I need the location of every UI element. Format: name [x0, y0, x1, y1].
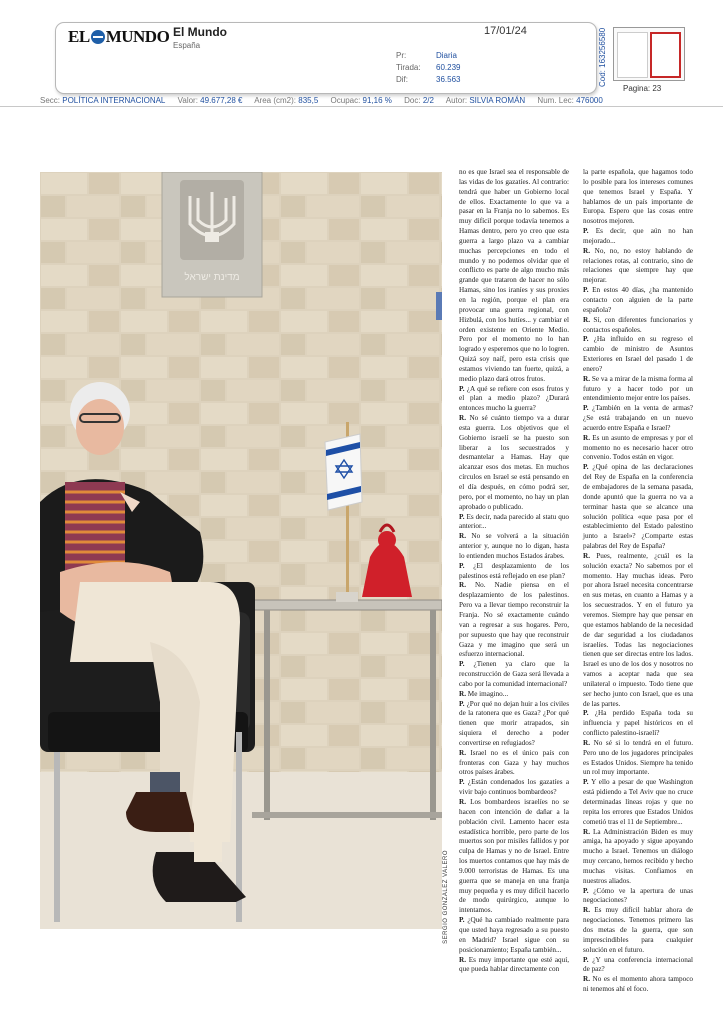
paragraph-text: Y ello a pesar de que Washington está pidiendo a Tel Aviv que no cruce determinadas líneas rojas y que no repita los errores que Estados Unidos cometió tras el 11 de Septiembre...: [583, 778, 694, 826]
dif-value: 36.563: [436, 75, 461, 84]
speaker-marker: R.: [583, 906, 590, 915]
paragraph-text: Israel no es el único país con fronteras con Gaza y hay muchos otros países árabes.: [459, 748, 570, 777]
valor-label: Valor:: [177, 96, 198, 105]
article-paragraph: [583, 887, 693, 907]
paragraph-text: No es el momento ahora tampoco ni tenemos ahí el foco.: [583, 975, 693, 994]
paragraph-text: No, no, no estoy hablando de relaciones rotas, al contrario, sino de relaciones que siempre hay que mejorar.: [583, 246, 693, 285]
logo-text-left: EL: [68, 27, 90, 46]
paragraph-text: ¿Están condenados los gazatíes a vivir bajo continuos bombardeos?: [459, 778, 570, 797]
paragraph-text: ¿Ha perdido España toda su influencia y papel históricos en el conflicto palestino-israelí?: [583, 709, 693, 738]
globe-icon: [91, 30, 105, 44]
paragraph-text: Los bombardeos israelíes no se hacen con intención de dañar a la población civil. Lamento hacer esta estadística horrible, pero parte de los muertos son por misiles fallidos y por culpa de Hamas y no de Israel. Entre los muertos contamos que hay más de 9.000 terroristas de Hamas. Es una guerra que se maneja en una franja muy pequeña y es muy difícil hacerlo de modo quirúrgico, aunque lo intentamos.: [459, 798, 570, 915]
article-paragraph: [583, 316, 693, 336]
el-mundo-logo: [68, 27, 169, 47]
paragraph-text: Pues, realmente, ¿cuál es la solución exacta? No sabemos por el momento. Hay muchas ideas. Pero por ahora Israel necesita concentrarse en sus metas, en cuanto a Hamas y a los secuestrados. Y en el futuro ya veremos. Siempre hay que pensar en que estamos hablando de la necesidad de dar seguridad a los ciudadanos israelíes. Todas las negociaciones tienen que ser directas entre los lados. Israel es uno de los dos y nosotros no vamos a aceptar nada que sea unilateral o impuesto. Todo tiene que ser hecho junto con Israel, que es una de las partes.: [583, 551, 693, 708]
article-paragraph: [583, 828, 693, 887]
paragraph-text: Es muy difícil hablar ahora de negociaciones. Tenemos primero las dos metas de la guerra, que son imprescindibles para cualquier solución en el futuro.: [583, 906, 694, 954]
article-paragraph: [459, 700, 569, 749]
paragraph-text: Me imagino...: [467, 689, 509, 698]
speaker-marker: P.: [583, 778, 589, 787]
article-column-1: [459, 168, 569, 975]
article-paragraph: [459, 385, 569, 415]
article-paragraph: [583, 463, 693, 552]
speaker-marker: P.: [583, 955, 589, 964]
dif-label: Dif:: [396, 75, 408, 84]
page-number: Pagina: 23: [623, 84, 662, 93]
pr-label: Pr:: [396, 51, 407, 60]
article-paragraph: [583, 709, 693, 739]
section-info-line: [40, 96, 690, 105]
speaker-marker: P.: [583, 709, 589, 718]
speaker-marker: R.: [583, 374, 590, 383]
paragraph-text: No sé si lo tendrá en el futuro. Pero uno de los jugadores principales es Estados Unidos. Siempre ha tenido un rol muy importante.: [583, 738, 694, 777]
article-paragraph: [583, 906, 693, 955]
article-paragraph: [459, 562, 569, 582]
speaker-marker: P.: [583, 335, 589, 344]
paragraph-text: Es decir, nada parecido al statu quo anterior...: [459, 512, 569, 531]
article-paragraph: [583, 335, 693, 374]
thumbnail-page-right-selected: [650, 32, 681, 78]
paragraph-text: ¿El desplazamiento de los palestinos está reflejado en ese plan?: [459, 561, 569, 580]
speaker-marker: P.: [583, 886, 589, 895]
article-paragraph: [583, 375, 693, 405]
ocupac-value: 91,16 %: [362, 96, 392, 105]
speaker-marker: R.: [583, 827, 590, 836]
paragraph-text: Es decir, que aún no han mejorado...: [583, 227, 693, 245]
speaker-marker: P.: [459, 778, 465, 787]
speaker-marker: P.: [583, 463, 589, 472]
paragraph-text: ¿Qué opina de las declaraciones del Rey de España en la conferencia de embajadores de la semana pasada, donde apuntó que la guerra no va a terminar hasta que se alcance una solución política «que pasa por el establecimiento del Estado palestino junto a Israel»? ¿Comparte estas palabras del Rey de España?: [583, 463, 693, 551]
secc-value: POLÍTICA INTERNACIONAL: [62, 96, 166, 105]
paragraph-text: No se volverá a la situación anterior y, aunque no lo digan, hasta lo entienden muchos Estados árabes.: [459, 532, 569, 560]
speaker-marker: R.: [459, 955, 466, 964]
speaker-marker: P.: [459, 384, 465, 393]
numlec-label: Num. Lec:: [537, 96, 574, 105]
article-paragraph: [459, 581, 569, 660]
article-column-2: [583, 168, 693, 995]
speaker-marker: P.: [583, 286, 589, 295]
ocupac-label: Ocupac:: [330, 96, 361, 105]
article-paragraph: [459, 168, 569, 385]
paragraph-text: ¿También en la venta de armas? ¿Se está trabajando en un nuevo acuerdo entre España e Israel?: [583, 404, 693, 432]
area-value: 835,5: [298, 96, 319, 105]
speaker-marker: P.: [459, 660, 465, 669]
speaker-marker: R.: [583, 738, 590, 747]
speaker-marker: R.: [583, 433, 590, 442]
paragraph-text: Es muy importante que esté aquí, que pueda hablar directamente con: [459, 955, 570, 974]
article-paragraph: [583, 975, 693, 995]
article-paragraph: [459, 956, 569, 976]
paragraph-text: ¿Cómo ve la apertura de unas negociaciones?: [583, 886, 694, 905]
article-paragraph: [459, 778, 569, 798]
speaker-marker: P.: [459, 699, 465, 708]
paragraph-text: no es que Israel sea el responsable de las vidas de los gazatíes. Al contrario: tendrá que haber un Gobierno local de ellos. Exactamente lo que va a pasar en la Franja no lo sabemos. Es muy difícil porque todavía tenemos a Hamas dentro, pero yo creo que esta guerra a largo plazo va a cambiar muchas percepciones en todo el mundo y no podemos olvidar que el conflicto es parte de algo mucho más grande que trataron de hacer no sólo Hamas, sino los iraníes y sus proxies en la región, porque el plan era provocar una guerra regional, con Hizbulá, con los hutíes... y cambiar el orden existente en Oriente Medio. Pero por el momento no lo han logrado y esperemos que no lo logren. Quizá soy naíf, pero esta crisis que estamos viviendo tan fuerte, quizá, a medio plazo dará otros frutos.: [459, 168, 569, 383]
publication-date: 17/01/24: [484, 25, 527, 37]
paragraph-text: ¿A qué se refiere con esos frutos y el plan a medio plazo? ¿Durará entonces mucho la guerra?: [459, 384, 569, 413]
speaker-marker: P.: [583, 404, 589, 413]
paragraph-text: ¿Ha influido en su regreso el cambio de ministro de Asuntos Exteriores en Israel del pasado 1 de enero?: [583, 335, 693, 373]
paragraph-text: Sí, con diferentes funcionarios y contactos españoles.: [583, 315, 694, 334]
article-paragraph: [583, 168, 693, 227]
interview-photo: [40, 172, 442, 929]
autor-label: Autor:: [445, 96, 468, 105]
paragraph-text: la parte española, que hagamos todo lo posible para los intereses comunes que tenemos Israel y España. Y hablamos de un país importante de Europa. Espero que las cosas entre nosotros mejoren.: [583, 168, 693, 226]
speaker-marker: R.: [459, 748, 466, 757]
article-paragraph: [459, 690, 569, 700]
tirada-label: Tirada:: [396, 63, 421, 72]
paragraph-text: ¿Tienen ya claro que la reconstrucción de Gaza será llevada a cabo por la comunidad internacional?: [459, 660, 570, 688]
paragraph-text: La Administración Biden es muy amiga, ha apoyado y sigue apoyando mucho a Israel. Tenemos un diálogo muy cercano, hemos recibido y hecho muchas visitas. Confiamos en nuestros aliados.: [583, 827, 693, 885]
secc-label: Secc:: [40, 96, 61, 105]
paragraph-text: En estos 40 días, ¿ha mantenido contacto con alguien de la parte española?: [583, 286, 693, 314]
article-paragraph: [583, 956, 693, 976]
speaker-marker: R.: [459, 414, 466, 423]
paragraph-text: ¿Por qué no dejan huir a los civiles de la ratonera que es Gaza? ¿Por qué tienen que morir atrapados, sin siquiera el derecho a poder convertirse en refugiados?: [459, 699, 569, 747]
paragraph-text: ¿Qué ha cambiado realmente para que usted haya regresado a su puesto en Madrid? Israel sigue con su posicionamiento; España también...: [459, 916, 570, 954]
doc-label: Doc:: [404, 96, 421, 105]
paragraph-text: Es un asunto de empresas y por el momento no es necesario hacer otro convenio. Todos están en vigor.: [583, 433, 694, 462]
speaker-marker: R.: [459, 798, 466, 806]
clipping-code: Cod: 163256580: [598, 27, 607, 87]
speaker-marker: P.: [583, 227, 589, 236]
article-paragraph: [459, 660, 569, 690]
article-paragraph: [459, 532, 569, 562]
speaker-marker: R.: [459, 689, 466, 698]
speaker-marker: R.: [459, 532, 466, 541]
header-divider: [0, 106, 723, 107]
article-paragraph: [583, 247, 693, 286]
logo-text-right: MUNDO: [105, 27, 170, 46]
publication-name: El Mundo: [173, 25, 227, 39]
article-paragraph: [459, 513, 569, 533]
speaker-marker: R.: [459, 581, 466, 590]
tirada-value: 60.239: [436, 63, 461, 72]
article-paragraph: [459, 414, 569, 512]
emblem-text: מדינת ישראל: [184, 272, 240, 283]
speaker-marker: R.: [583, 975, 590, 984]
doc-value: 2/2: [422, 96, 434, 105]
photo-credit: SERGIO GONZÁLEZ VALERO: [443, 850, 449, 944]
page-thumbnail[interactable]: [613, 27, 685, 81]
speaker-marker: R.: [583, 246, 590, 255]
thumbnail-page-left: [617, 32, 648, 78]
speaker-marker: P.: [459, 561, 465, 570]
article-paragraph: [583, 434, 693, 464]
speaker-marker: R.: [583, 551, 590, 560]
article-paragraph: [583, 227, 693, 247]
article-paragraph: [459, 916, 569, 955]
paragraph-text: No. Nadie piensa en el desplazamiento de los palestinos. Pero va a llevar tiempo reconstruir la Franja. No sé exactamente cuándo van a regresar a sus hogares. Pero, por supuesto que hay que reconstruir Gaza y me imagino que será un esfuerzo internacional.: [459, 581, 569, 659]
circulation-meta: [396, 50, 460, 86]
article-paragraph: [583, 552, 693, 710]
article-paragraph: [583, 739, 693, 778]
article-paragraph: [459, 798, 569, 916]
article-paragraph: [459, 749, 569, 779]
valor-value: 49.677,28 €: [200, 96, 243, 105]
article-paragraph: [583, 404, 693, 434]
clipping-header: [55, 22, 597, 94]
article-paragraph: [583, 286, 693, 316]
article-paragraph: [583, 778, 693, 827]
speaker-marker: P.: [459, 916, 465, 925]
paragraph-text: ¿Y una conferencia internacional de paz?: [583, 955, 693, 974]
menorah-emblem: [162, 172, 262, 297]
paragraph-text: Se va a mirar de la misma forma al futuro y a hacer todo por un entendimiento mejor entre los países.: [583, 374, 694, 403]
speaker-marker: P.: [459, 512, 465, 521]
numlec-value: 476000: [576, 96, 603, 105]
autor-value: SILVIA ROMÁN: [469, 96, 526, 105]
paragraph-text: No sé cuánto tiempo va a durar esta guerra. Los objetivos que el Gobierno israelí se ha puesto son liberar a los secuestrados y desmantelar a Hamas. Hay que alcanzar esos dos metas. En muchos círculos en Israel se está pensando en el día después, en cómo podrá ser, pero, por el momento, no hay un plan aprobado o publicado.: [459, 414, 570, 511]
area-label: Area (cm2):: [254, 96, 297, 105]
speaker-marker: R.: [583, 315, 590, 324]
pr-value: Diaria: [436, 51, 457, 60]
publication-region: España: [173, 41, 201, 50]
